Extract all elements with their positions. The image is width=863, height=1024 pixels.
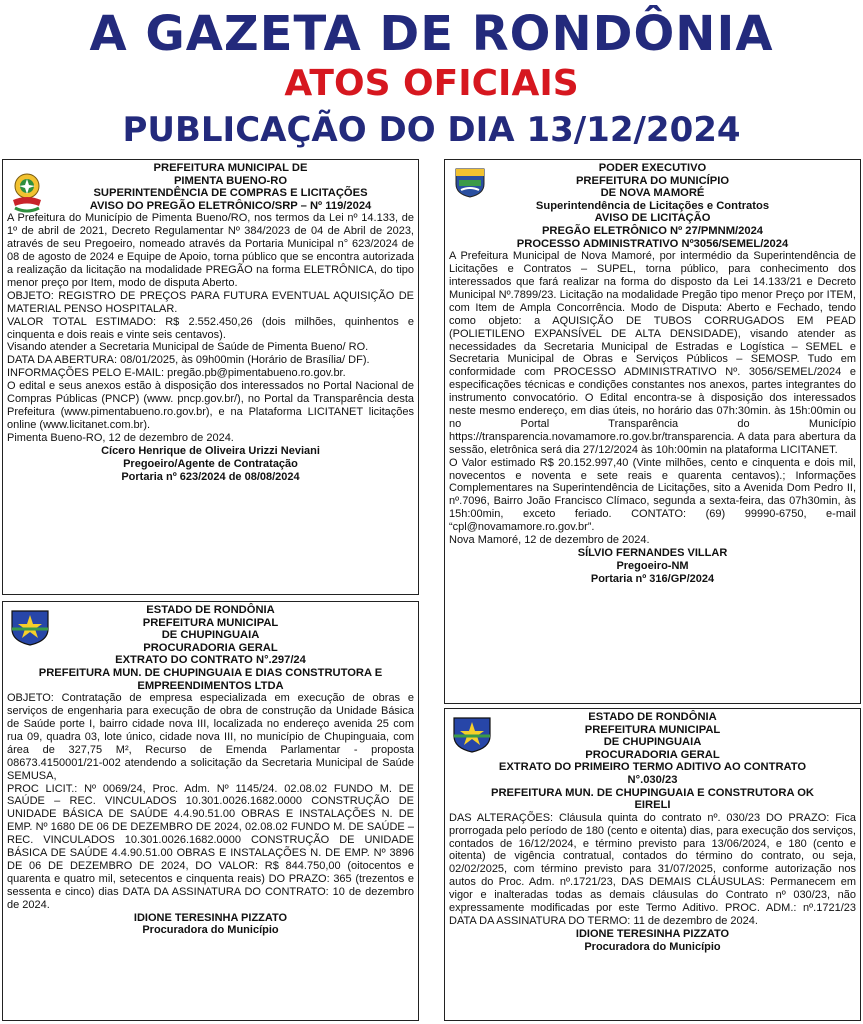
header-line: EIRELI — [634, 799, 671, 812]
paragraph: O edital e seus anexos estão à disposição dos interessados no Portal Nacional de Compras Públicas (PNCP) (www. pncp.gov.br/), no Portal da Transparência desta Prefeitura (www.pimentabueno.ro.gov.br), e na Plataforma LICITANET licitações online (www.licitanet.com.br). — [7, 380, 414, 431]
paragraph: DAS ALTERAÇÕES: Cláusula quinta do contrato nº. 030/23 DO PRAZO: Fica prorrogada pelo período de 180 (cento e oitenta) dias, para execução dos serviços, contados de 16/12/2024, e término previsto para 13/06/2024, e 180 (cento e oitenta) de vigência contratual, contados do término do contrato, ou seja, 02/02/2025, com término previsto para 31/07/2025, conforme autorização nos autos do Proc. Adm. nº.1721/23, DAS DEMAIS CLÁUSULAS: Permanecem em vigor e inalteradas todas as demais cláusulas do Contrato nº 030/23, não expressamente modificadas por este Termo Aditivo. PROC. ADM.: nº.1721/23 DATA DA ASSINATURA DO TERMO: 11 de dezembro de 2024. — [449, 811, 856, 927]
signer-role: Pregoeiro-NM — [616, 559, 689, 572]
header-line: PROCURADORIA GERAL — [143, 641, 278, 654]
header-line: AVISO DO PREGÃO ELETRÔNICO/SRP – Nº 119/2024 — [89, 199, 372, 212]
paragraph: OBJETO: REGISTRO DE PREÇOS PARA FUTURA EVENTUAL AQUISIÇÃO DE MATERIAL PENSO HOSPITALAR. — [7, 289, 414, 315]
notice-body — [449, 812, 856, 928]
notice-chupinguaia-contract — [2, 601, 419, 1021]
email-info: INFORMAÇÕES PELO E-MAIL: pregão.pb@pimentabueno.ro.gov.br. — [7, 367, 346, 380]
nova-mamore-coat-of-arms-icon — [453, 166, 487, 198]
signer-name: IDIONE TERESINHA PIZZATO — [575, 927, 730, 940]
notice-body — [7, 212, 414, 444]
header-line: N°.030/23 — [627, 773, 678, 786]
notice-chupinguaia-amendment — [444, 708, 861, 1021]
paragraph: Visando atender a Secretaria Municipal de Saúde de Pimenta Bueno/ RO. — [7, 341, 369, 354]
header-line: PREFEITURA MUNICIPAL — [142, 616, 279, 629]
header-line: SUPERINTENDÊNCIA DE COMPRAS E LICITAÇÕES — [93, 187, 368, 200]
signer-ordinance: Portaria nº 316/GP/2024 — [590, 572, 715, 585]
signature-block — [7, 912, 414, 938]
header-line: EXTRATO DO CONTRATO N°.297/24 — [115, 654, 306, 667]
header-line: PODER EXECUTIVO — [598, 162, 707, 174]
header-line: PREGÃO ELETRÔNICO Nº 27/PMNM/2024 — [541, 224, 764, 237]
header-line: Superintendência de Licitações e Contratos — [535, 199, 770, 212]
header-line: PREFEITURA MUNICIPAL DE — [153, 162, 308, 174]
header-line: ESTADO DE RONDÔNIA — [146, 604, 275, 616]
header-line: PIMENTA BUENO-RO — [173, 174, 288, 187]
header-line: AVISO DE LICITAÇÃO — [594, 212, 711, 225]
paragraph: PROC LICIT.: Nº 0069/24, Proc. Adm. Nº 1145/24. 02.08.02 FUNDO M. DE SAÚDE – REC. VINCULADOS 10.301.0026.1682.0000 CONSTRUÇÃO DE UNIDADE BÁSICA DE SAÚDE 4.4.90.51.00 OBRAS E INSTALAÇÕES N. DE EMP. Nº 1680 DE 06 DE DEZEMBRO DE 2024, 02.08.02 FUNDO M. DE SAÚDE – REC. VINCULADOS 10.301.0026.1682.0000 CONSTRUÇÃO DE UNIDADE BÁSICA DE SAÚDE 4.4.90.51.00 OBRAS E INSTALAÇÕES N. DE EMP. Nº 3896 DE 06 DE DEZEMBRO DE 2024, DO VALOR: R$ 844.750,00 (oitocentos e quarenta e quatro mil, setecentos e cinquenta reais) DO PRAZO: 365 (trezentos e sessenta e cinco) dias DATA DA ASSINATURA DO CONTRATO: 10 de dezembro de 2024. — [7, 782, 414, 911]
newspaper-title: A GAZETA DE RONDÔNIA — [89, 6, 774, 62]
header-line: PROCURADORIA GERAL — [585, 748, 720, 761]
signer-role: Procuradora do Município — [142, 924, 279, 937]
header-line: DE NOVA MAMORÉ — [600, 187, 705, 200]
header-line: PREFEITURA MUN. DE CHUPINGUAIA E DIAS CONSTRUTORA E — [38, 666, 383, 679]
paragraph: VALOR TOTAL ESTIMADO: R$ 2.552.450,26 (dois milhões, quinhentos e cinquenta e dois reais e vinte seis centavos). — [7, 315, 414, 341]
header-line: EXTRATO DO PRIMEIRO TERMO ADITIVO AO CONTRATO — [498, 761, 807, 774]
signer-name: Cícero Henrique de Oliveira Urizzi Neviani — [101, 444, 320, 457]
paragraph: O Valor estimado R$ 20.152.997,40 (Vinte milhões, cento e cinquenta e dois mil, novecentos e noventa e sete reais e quarenta centavos).; Informações Complementares na Superintendência de Licitações, sito a Avenida Dom Pedro II, nº.7096, Bairro João Francisco Clímaco, segunda a sexta-feira, das 07h30min, às 15h:00min, exceto feriado. CONTATO: (69) 99990-6750, e-mail “cpl@novamamore.ro.gov.br”. — [449, 456, 856, 534]
signature-block — [449, 928, 856, 954]
signer-name: SÍLVIO FERNANDES VILLAR — [577, 547, 728, 559]
notice-body — [449, 250, 856, 547]
header-line: EMPREENDIMENTOS LTDA — [137, 679, 284, 692]
date-place: Pimenta Bueno-RO, 12 de dezembro de 2024. — [7, 431, 234, 444]
chupinguaia-coat-of-arms-icon — [8, 607, 52, 647]
signer-role: Pregoeiro/Agente de Contratação — [123, 457, 298, 470]
paragraph: A Prefeitura Municipal de Nova Mamoré, por intermédio da Superintendência de Licitações e Contratos – SUPEL, torna público, para conhecimento dos interessados que fará realizar na forma do disposto da Lei 14.133/21 e Decreto Municipal Nº.7899/23. Licitação na modalidade Pregão tipo menor Preço por ITEM, com Item de Ampla Concorrência. Modo de Disputa: Aberto e Fechado, tendo como objeto: a AQUISIÇÃO DE TUBOS CORRUGADOS EM PEAD (POLIETILENO EXPANSÍVEL DE ALTA DENSIDADE), visando atender as necessidades da Secretaria Municipal de Estradas e Logística – SEMEL e Secretaria Municipal de Obras e Serviços Públicos – SEMOSP. Tudo em conformidade com PROCESSO ADMINISTRATIVO Nº. 3056/SEMEL/2024 e especificações técnicas e condições constantes nos anexos, partes integrantes do instrumento convocatório. O Edital encontra-se à disposição dos interessados neste mesmo endereço, em dias úteis, no horário das 07h:30min. às 15h:00min ou no Portal Transparência do Município https://transparencia.novamamore.ro.gov.br/transparencia. A data para abertura da sessão, eletrônica será dia 27/12/2024 às 10h:00min na plataforma LICITANET. — [449, 250, 856, 456]
header-line: ESTADO DE RONDÔNIA — [588, 711, 717, 723]
notice-pimenta-bueno — [2, 159, 419, 595]
paragraph: A Prefeitura do Município de Pimenta Bueno/RO, nos termos da Lei nº 14.133, de 1º de abril de 2021, Decreto Regulamentar Nº 384/2023 de 04 de Abril de 2023, através de seu Pregoeiro, nomeado através da Portaria Municipal n° 623/2024 de 08 de agosto de 2024 e Equipe de Apoio, torna público que se encontra autorizada a realização da licitação na modalidade PREGÃO na forma ELETRÔNICA, do tipo menor preço por Item, modo de disputa Aberto. — [7, 212, 414, 289]
chupinguaia-coat-of-arms-icon — [450, 714, 494, 754]
notice-nova-mamore — [444, 159, 861, 704]
header-line: DE CHUPINGUAIA — [603, 736, 702, 749]
publication-date: PUBLICAÇÃO DO DIA 13/12/2024 — [122, 110, 741, 150]
paragraph: DATA DA ABERTURA: 08/01/2025, às 09h00min (Horário de Brasília/ DF). — [7, 354, 370, 367]
signer-ordinance: Portaria nº 623/2024 de 08/08/2024 — [121, 470, 300, 483]
signer-role: Procuradora do Município — [584, 940, 721, 953]
pimenta-bueno-coat-of-arms-icon — [9, 170, 45, 218]
header-line: PREFEITURA DO MUNICÍPIO — [575, 174, 730, 187]
header-line: DE CHUPINGUAIA — [161, 629, 260, 642]
section-title: ATOS OFICIAIS — [284, 63, 579, 104]
date-place: Nova Mamoré, 12 de dezembro de 2024. — [449, 534, 650, 547]
header-line: PREFEITURA MUNICIPAL — [584, 723, 721, 736]
signature-block — [7, 445, 414, 484]
signer-name: IDIONE TERESINHA PIZZATO — [133, 911, 288, 924]
notice-body — [7, 692, 414, 911]
header-line: PROCESSO ADMINISTRATIVO Nº3056/SEMEL/2024 — [516, 237, 789, 250]
signature-block — [449, 547, 856, 586]
paragraph: OBJETO: Contratação de empresa especializada em execução de obras e serviços de engenharia para execução de obra de construção da Unidade Básica de Saúde porte I, bairro cidade nova III, localizada no endereço avenida 25 com rua 09, quadra 03, lote único, cidade nova III, no município de Chupinguaia, com área de 327,75 M², Recurso de Emenda Parlamentar - proposta 08673.4150001/21-002 atendendo a solicitação da Secretaria Municipal de Saúde SEMUSA, — [7, 692, 414, 782]
header-line: PREFEITURA MUN. DE CHUPINGUAIA E CONSTRUTORA OK — [491, 786, 814, 799]
